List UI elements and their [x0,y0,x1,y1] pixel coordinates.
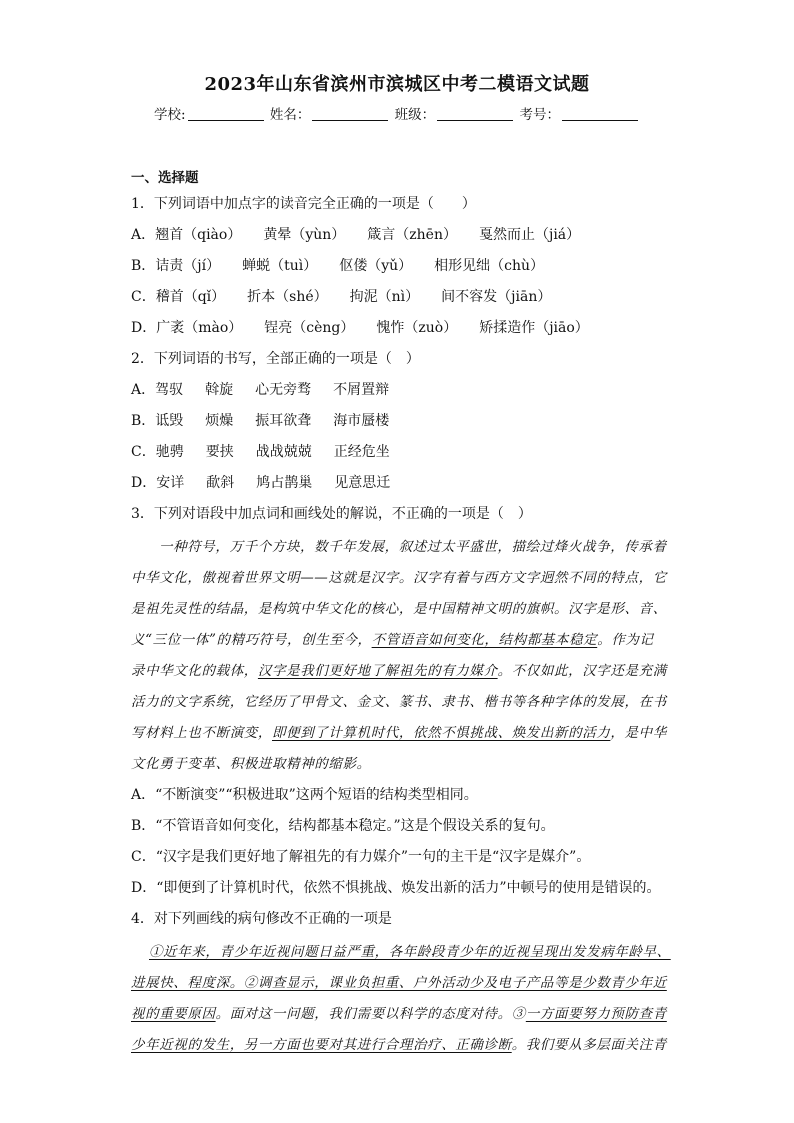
q3-passage-line-2: 中华文化，傲视着世界文明——这就是汉字。汉字有着与西方文字迥然不同的特点，它 [131,570,667,586]
q4-passage-line-3 [131,1002,665,1022]
q3-stem: 3．下列对语段中加点词和画线处的解说，不正确的一项是（ ） [131,506,532,522]
q2-a-2: 斡旋 [205,382,234,398]
q3-option-c[interactable]: C．“汉字是我们更好地了解祖先的有力媒介”一句的主干是“汉字是媒介”。 [131,849,591,865]
q1-option-c[interactable] [131,286,573,306]
q1-a-1: A．翘首（qiào） [131,227,242,243]
q1-b-3: 伛偻（yǔ） [339,258,413,274]
q3-p4-text: 义“三位一体”的精巧符号，创生至今， [131,632,372,648]
q4-p4-text: 。我们要从多层面关注青 [511,1037,667,1053]
q2-d-3: 鸠占鹊巢 [256,475,313,491]
q4-underlined-2: 进展快、程度深。②调查显示，课业负担重、户外活动少及电子产品等是少数青少年近 [131,975,667,991]
q3-passage-line-7 [131,721,665,741]
q1-d-3: 愧怍（zuò） [376,320,458,336]
q2-b-2: 烦燥 [205,413,234,429]
exam-no-blank[interactable] [562,106,638,121]
q4-passage-line-2 [131,971,665,991]
q1-c-4: 间不容发（jiān） [441,289,552,305]
student-info-line [0,103,794,123]
q1-a-3: 箴言（zhēn） [367,227,457,243]
q3-p5-tail: 。不仅如此，汉字还是充满 [497,663,667,679]
q2-c-4: 正经危坐 [333,444,390,460]
school-blank[interactable] [188,106,264,121]
page-title: 2023年山东省滨州市滨城区中考二模语文试题 [204,74,590,95]
q3-passage-line-1: 一种符号，万千个方块，数千年发展，叙述过太平盛世，描绘过烽火战争，传承着 [159,539,667,555]
q2-a-3: 心无旁骛 [255,382,312,398]
class-label: 班级： [394,107,436,123]
q2-c-2: 要挟 [205,444,234,460]
q2-option-a[interactable] [131,379,411,399]
q2-option-c[interactable] [131,441,412,461]
q3-option-d[interactable]: D．“即便到了计算机时代，依然不惧挑战、焕发出新的活力”中顿号的使用是错误的。 [131,880,661,896]
q2-b-3: 振耳欲聋 [255,413,312,429]
class-blank[interactable] [437,106,513,121]
q2-option-d[interactable] [131,472,412,492]
q2-b-4: 海市蜃楼 [333,413,390,429]
q3-passage-line-6: 活力的文字系统，它经历了甲骨文、金文、篆书、隶书、楷书等各种字体的发展，在书 [131,694,667,710]
q2-option-b[interactable] [131,410,411,430]
q4-underlined-3: 视的重要原因 [131,1006,216,1022]
q1-b-4: 相形见绌（chù） [434,258,545,274]
q4-passage-line-4 [131,1033,665,1053]
q1-option-a[interactable] [131,224,602,244]
q4-underlined-4: 一方面要努力预防查青 [525,1006,667,1022]
q1-d-4: 矫揉造作（jiāo） [479,320,589,336]
q2-d-2: 歃斜 [206,475,235,491]
q1-option-b[interactable] [131,255,566,275]
q3-underlined-3: 即便到了计算机时代，依然不惧挑战、焕发出新的活力 [272,725,611,741]
q2-d-1: D．安详 [131,475,185,491]
q3-p7-text: 写材料上也不断演变， [131,725,272,741]
q4-p3-text: 。面对这一问题，我们需要以科学的态度对待。③ [215,1006,526,1022]
q1-c-2: 折本（shé） [247,289,328,305]
q2-a-1: A．驾驭 [131,382,184,398]
q2-b-1: B．诋毁 [131,413,184,429]
q4-underlined-5: 少年近视的发生，另一方面也要对其进行合理治疗、正确诊断 [131,1037,512,1053]
q1-d-1: D．广袤（mào） [131,320,243,336]
exam-no-label: 考号： [519,107,560,123]
q1-b-2: 蝉蜕（tuì） [242,258,318,274]
q1-b-1: B．诘责（jí） [131,258,221,274]
q3-passage-line-4 [131,628,665,648]
section-heading: 一、选择题 [131,170,199,186]
q1-stem: 1．下列词语中加点字的读音完全正确的一项是（ ） [131,196,476,212]
q3-p5-text: 录中华文化的载体， [131,663,258,679]
q2-a-4: 不屑置辩 [333,382,390,398]
q1-c-3: 拘泥（nì） [349,289,420,305]
q1-c-1: C．稽首（qǐ） [131,289,226,305]
q2-c-1: C．驰骋 [131,444,184,460]
q3-passage-line-8: 文化勇于变革、积极进取精神的缩影。 [131,756,371,772]
q2-c-3: 战战兢兢 [255,444,312,460]
q4-passage-line-1 [131,940,671,960]
q4-stem: 4．对下列画线的病句修改不正确的一项是 [131,911,392,927]
q3-option-b[interactable]: B．“不管语音如何变化，结构都基本稳定。”这是个假设关系的复句。 [131,818,555,834]
q1-a-2: 黄晕（yùn） [263,227,346,243]
q3-p7-tail: ，是中华 [610,725,667,741]
q1-option-d[interactable] [131,317,611,337]
q3-passage-line-5 [131,659,665,679]
q3-option-a[interactable]: A．“不断演变”“积极进取”这两个短语的结构类型相同。 [131,787,478,803]
name-blank[interactable] [312,106,388,121]
name-label: 姓名： [269,107,311,123]
q2-d-4: 见意思迁 [334,475,391,491]
q3-underlined-1: 不管语音如何变化，结构都基本稳定 [371,632,598,648]
q3-p4-tail: 。作为记 [597,632,654,648]
q4-underlined-1: ①近年来，青少年近视问题日益严重，各年龄段青少年的近视呈现出发发病年龄早、 [149,944,671,960]
q3-underlined-2: 汉字是我们更好地了解祖先的有力媒介 [257,663,498,679]
q1-d-2: 锃亮（cèng） [264,320,355,336]
q3-passage-line-3: 是祖先灵性的结晶，是构筑中华文化的核心，是中国精神文明的旗帜。汉字是形、音、 [131,601,667,617]
q2-stem: 2．下列词语的书写，全部正确的一项是（ ） [131,351,420,367]
q1-a-4: 戛然而止（jiá） [478,227,581,243]
school-label: 学校: [154,107,186,123]
